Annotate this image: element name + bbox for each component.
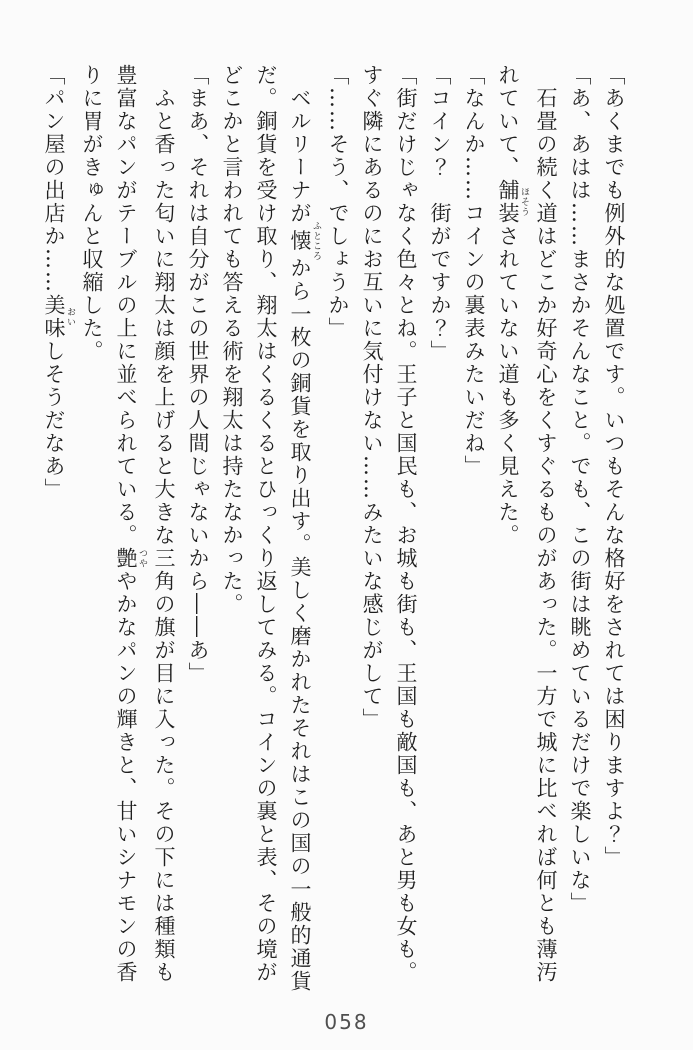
text-segment: から一枚の銅貨を取り出す。美しく磨かれたそれはこの国の一般的通貨 [288, 257, 312, 993]
furigana-text: つや [137, 547, 147, 570]
text-segment: ふと香った匂いに翔太は顔を上げると大きな三角の旗が目に入った。その下には種類も [152, 87, 176, 984]
text-segment: どこかと言われても答える術を翔太は持たなかった。 [220, 64, 244, 616]
text-line [147, 64, 181, 990]
text-line [491, 64, 529, 990]
text-segment: 「まあ、それは自分がこの世界の人間じゃないから――あ」 [186, 64, 210, 685]
text-line [37, 64, 75, 990]
ruby-annotated-word: 艶 つや [114, 547, 147, 570]
text-segment: 「コイン？ 街がですか？」 [428, 64, 452, 363]
text-segment: 「街だけじゃなく色々とね。王子と国民も、お城も街も、王国も敵国も、あと男も女も。 [394, 64, 418, 984]
ruby-annotated-word: 舗装 ほそう [496, 179, 529, 225]
text-line [283, 64, 321, 993]
furigana-text: おい [65, 294, 75, 340]
text-line [529, 64, 563, 990]
text-line [423, 64, 457, 990]
furigana-text: ふところ [311, 221, 321, 261]
text-segment: 石畳の続く道はどこか好奇心をくすぐるものがあった。一方で城に比べれば何とも薄汚 [534, 87, 558, 984]
text-line [389, 64, 423, 990]
furigana-text: ほそう [519, 179, 529, 225]
text-segment: 「パン屋の出店か…… [42, 64, 66, 294]
text-segment: だ。銅貨を受け取り、翔太はくるくるとひっくり返してみる。コインの裏と表、その境が [254, 64, 278, 984]
text-segment: れていて、 [496, 64, 520, 179]
text-line [181, 64, 215, 990]
text-segment: 「……そう、でしょうか」 [326, 64, 350, 340]
text-line [75, 64, 109, 990]
page-number: 058 [324, 1010, 369, 1034]
text-line [355, 64, 389, 990]
text-segment: 「なんか……コインの裏表みたいだね」 [462, 64, 486, 478]
text-line [249, 64, 283, 990]
text-line [321, 64, 355, 990]
text-segment: 「あ、あはは……まさかそんなこと。でも、この街は眺めているだけで楽しいな」 [568, 64, 592, 915]
text-line [109, 64, 147, 990]
vertical-text-block [37, 64, 631, 993]
text-segment: ベルリーナが [288, 87, 312, 225]
text-segment: りに胃がきゅんと収縮した。 [80, 64, 104, 363]
text-segment: しそうだなあ」 [42, 340, 66, 501]
text-line [215, 64, 249, 990]
text-line [563, 64, 597, 990]
text-segment: 「あくまでも例外的な処置です。いつもそんな格好をされては困りますよ？」 [602, 64, 626, 869]
text-segment: やかなパンの輝きと、甘いシナモンの香 [114, 570, 138, 984]
ruby-annotated-word: 美味 おい [42, 294, 75, 340]
text-segment: 豊富なパンがテーブルの上に並べられている。 [114, 64, 138, 547]
text-segment: すぐ隣にあるのにお互いに気付けない……みたいな感じがして」 [360, 64, 384, 731]
text-line [457, 64, 491, 990]
ruby-annotated-word: 懐 ふところ [288, 221, 321, 261]
text-line [597, 64, 631, 990]
text-segment: されていない道も多く見えた。 [496, 225, 520, 547]
